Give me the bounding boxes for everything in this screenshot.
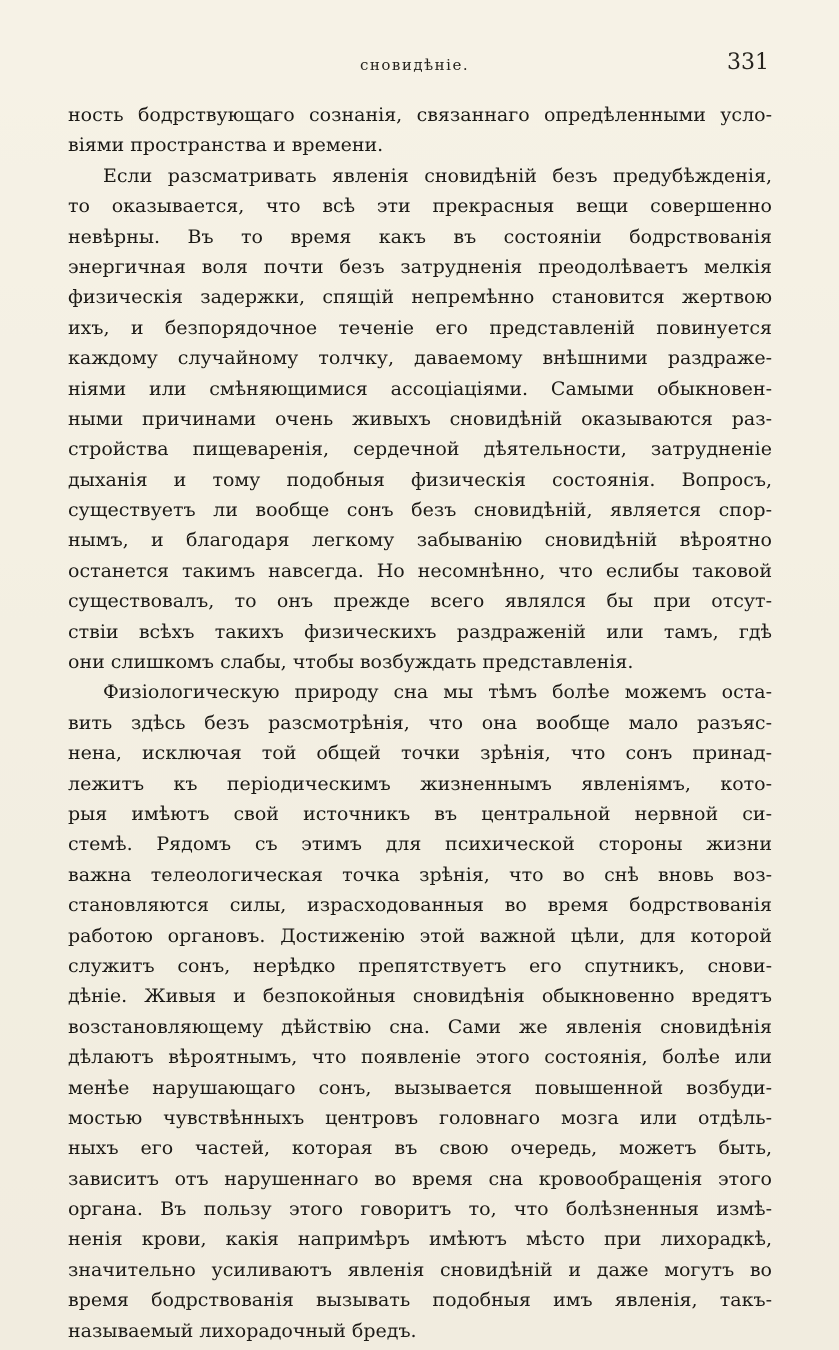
text-line: дѣлаютъ вѣроятнымъ, что появленіе этого состоянія, болѣе или bbox=[68, 1046, 772, 1069]
text-line: то оказывается, что всѣ эти прекрасныя вещи совершенно bbox=[68, 195, 772, 218]
text-line: энергичная воля почти безъ затрудненія преодолѣваетъ мелкія bbox=[68, 255, 772, 278]
text-line: дыханія и тому подобныя физическія состоянія. Вопросъ, bbox=[68, 468, 772, 491]
text-line: дѣніе. Живыя и безпокойныя сновидѣнія обыкновенно вредятъ bbox=[68, 985, 772, 1008]
text-line: стемѣ. Рядомъ съ этимъ для психической стороны жизни bbox=[68, 833, 772, 856]
text-line: существовалъ, то онъ прежде всего являлся бы при отсут- bbox=[68, 590, 772, 613]
text-line: служитъ сонъ, нерѣдко препятствуетъ его спутникъ, снови- bbox=[68, 954, 772, 977]
text-line: возстановляющему дѣйствію сна. Сами же явленія сновидѣнія bbox=[68, 1015, 772, 1038]
text-line: каждому случайному толчку, даваемому внѣшними раздраже- bbox=[68, 347, 772, 370]
text-line: зависитъ отъ нарушеннаго во время сна кровообращенія этого bbox=[68, 1167, 772, 1190]
text-line: останется такимъ навсегда. Но несомнѣнно, что еслибы таковой bbox=[68, 559, 772, 582]
text-line: ствіи всѣхъ такихъ физическихъ раздраженій или тамъ, гдѣ bbox=[68, 620, 772, 643]
text-line: работою органовъ. Достиженію этой важной цѣли, для которой bbox=[68, 924, 772, 947]
text-line: Если разсматривать явленія сновидѣній безъ предубѣжденія, bbox=[103, 164, 772, 187]
paragraph bbox=[68, 161, 772, 678]
text-line: называемый лихорадочный бредъ. bbox=[68, 1319, 417, 1342]
text-line: они слишкомъ слабы, чтобы возбуждать представленія. bbox=[68, 651, 634, 674]
text-line: невѣрны. Въ то время какъ въ состояніи бодрствованія bbox=[68, 225, 772, 248]
page-number: 331 bbox=[727, 50, 769, 75]
text-line: нымъ, и благодаря легкому забыванію сновидѣній вѣроятно bbox=[68, 529, 772, 552]
text-line: существуетъ ли вообще сонъ безъ сновидѣній, является спор- bbox=[68, 499, 772, 522]
text-line: ніями или смѣняющимися ассоціаціями. Самыми обыкновен- bbox=[68, 377, 772, 400]
text-line: важна телеологическая точка зрѣнія, что во снѣ вновь воз- bbox=[68, 863, 772, 886]
text-line: ихъ, и безпорядочное теченіе его представленій повинуется bbox=[68, 316, 772, 339]
text-line: Физіологическую природу сна мы тѣмъ болѣе можемъ оста- bbox=[103, 681, 772, 704]
text-line: значительно усиливаютъ явленія сновидѣній и даже могутъ во bbox=[68, 1258, 772, 1281]
page-header bbox=[70, 50, 769, 84]
text-line: віями пространства и времени. bbox=[68, 134, 384, 157]
text-line: органа. Въ пользу этого говоритъ то, что болѣзненныя измѣ- bbox=[68, 1198, 772, 1221]
text-line: рыя имѣютъ свой источникъ въ центральной нервной си- bbox=[68, 802, 772, 825]
running-head: сновидѣніе. bbox=[360, 56, 470, 74]
text-line: ненія крови, какія напримѣръ имѣютъ мѣсто при лихорадкѣ, bbox=[68, 1228, 772, 1251]
text-line: мостью чувствѣнныхъ центровъ головнаго мозга или отдѣль- bbox=[68, 1106, 772, 1129]
text-line: нена, исключая той общей точки зрѣнія, что сонъ принад- bbox=[68, 742, 772, 765]
text-line: вить здѣсь безъ разсмотрѣнія, что она вообще мало разъяс- bbox=[68, 711, 772, 734]
body-text bbox=[68, 100, 772, 1346]
text-line: ныхъ его частей, которая въ свою очередь, можетъ быть, bbox=[68, 1137, 772, 1160]
paragraph bbox=[68, 100, 772, 161]
paragraph bbox=[68, 677, 772, 1346]
text-line: лежитъ къ періодическимъ жизненнымъ явленіямъ, кото- bbox=[68, 772, 772, 795]
text-line: время бодрствованія вызывать подобныя имъ явленія, такъ- bbox=[68, 1289, 772, 1312]
text-line: менѣе нарушающаго сонъ, вызывается повышенной возбуди- bbox=[68, 1076, 772, 1099]
text-line: ными причинами очень живыхъ сновидѣній оказываются раз- bbox=[68, 407, 772, 430]
text-line: стройства пищеваренія, сердечной дѣятельности, затрудненіе bbox=[68, 438, 772, 461]
text-line: физическія задержки, спящій непремѣнно становится жертвою bbox=[68, 286, 772, 309]
text-line: ность бодрствующаго сознанія, связаннаго опредѣленными усло- bbox=[68, 104, 772, 126]
text-line: становляются силы, израсходованныя во время бодрствованія bbox=[68, 894, 772, 917]
